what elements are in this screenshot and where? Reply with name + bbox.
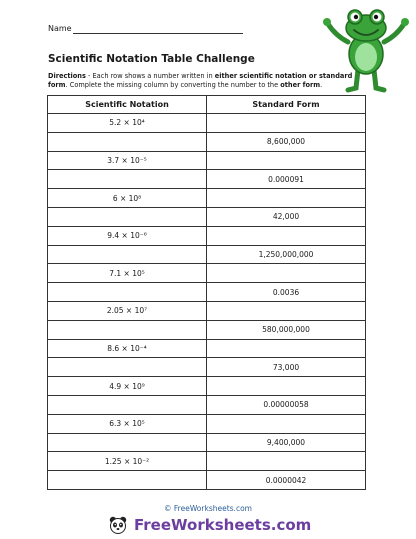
standard-form-cell: 0.000091 [207, 170, 366, 189]
scientific-notation-cell[interactable] [48, 358, 207, 377]
table-row [48, 358, 366, 377]
worksheet-title: Scientific Notation Table Challenge [48, 53, 255, 65]
directions-bold2: other form [280, 81, 321, 89]
table-row [48, 339, 366, 358]
header-standard-form: Standard Form [207, 96, 366, 114]
table-header-row [48, 96, 366, 114]
table-body [48, 114, 366, 490]
table-row [48, 132, 366, 151]
table-row [48, 414, 366, 433]
standard-form-cell: 0.00000058 [207, 395, 366, 414]
scientific-notation-cell[interactable] [48, 132, 207, 151]
scientific-notation-cell[interactable] [48, 433, 207, 452]
scientific-notation-cell[interactable] [48, 320, 207, 339]
directions-part3: . [320, 81, 323, 89]
directions-part2: . Complete the missing column by converting the number to the [65, 81, 281, 89]
panda-logo-icon [108, 515, 128, 535]
footer-brand-text: FreeWorksheets.com [134, 516, 312, 534]
table-row [48, 207, 366, 226]
standard-form-cell[interactable] [207, 377, 366, 396]
table-row [48, 320, 366, 339]
table-row [48, 471, 366, 490]
scientific-notation-cell[interactable] [48, 170, 207, 189]
scientific-notation-cell: 3.7 × 10⁻⁵ [48, 151, 207, 170]
scientific-notation-cell: 1.25 × 10⁻² [48, 452, 207, 471]
scientific-notation-cell: 4.9 × 10⁹ [48, 377, 207, 396]
table-row [48, 170, 366, 189]
scientific-notation-cell: 8.6 × 10⁻⁴ [48, 339, 207, 358]
scientific-notation-cell[interactable] [48, 245, 207, 264]
standard-form-cell[interactable] [207, 264, 366, 283]
standard-form-cell: 73,000 [207, 358, 366, 377]
conversion-table [47, 95, 366, 490]
table-row [48, 226, 366, 245]
name-field [48, 24, 72, 33]
directions-text [48, 72, 370, 90]
standard-form-cell[interactable] [207, 114, 366, 133]
table-row [48, 377, 366, 396]
directions-bold1: either scientific notation or standard form [48, 72, 353, 89]
standard-form-cell[interactable] [207, 151, 366, 170]
standard-form-cell[interactable] [207, 452, 366, 471]
table-row [48, 301, 366, 320]
standard-form-cell[interactable] [207, 189, 366, 208]
table-row [48, 151, 366, 170]
scientific-notation-cell[interactable] [48, 283, 207, 302]
scientific-notation-cell[interactable] [48, 207, 207, 226]
table-row [48, 433, 366, 452]
table-row [48, 189, 366, 208]
name-label: Name [48, 24, 72, 33]
standard-form-cell[interactable] [207, 301, 366, 320]
scientific-notation-cell[interactable] [48, 471, 207, 490]
scientific-notation-cell: 9.4 × 10⁻⁶ [48, 226, 207, 245]
standard-form-cell: 0.0036 [207, 283, 366, 302]
scientific-notation-cell: 6 × 10⁸ [48, 189, 207, 208]
scientific-notation-cell: 7.1 × 10⁵ [48, 264, 207, 283]
footer-brand [108, 514, 311, 536]
directions-part1: - Each row shows a number written in [85, 72, 215, 80]
directions-lead: Directions [48, 72, 86, 80]
standard-form-cell: 8,600,000 [207, 132, 366, 151]
header-scientific-notation: Scientific Notation [48, 96, 207, 114]
standard-form-cell[interactable] [207, 339, 366, 358]
standard-form-cell: 0.0000042 [207, 471, 366, 490]
standard-form-cell: 9,400,000 [207, 433, 366, 452]
scientific-notation-cell[interactable] [48, 395, 207, 414]
table-row [48, 245, 366, 264]
standard-form-cell[interactable] [207, 226, 366, 245]
standard-form-cell: 42,000 [207, 207, 366, 226]
table-row [48, 264, 366, 283]
table-row [48, 395, 366, 414]
scientific-notation-cell: 6.3 × 10⁵ [48, 414, 207, 433]
scientific-notation-cell: 5.2 × 10⁴ [48, 114, 207, 133]
table-row [48, 283, 366, 302]
table-row [48, 452, 366, 471]
standard-form-cell: 580,000,000 [207, 320, 366, 339]
standard-form-cell: 1,250,000,000 [207, 245, 366, 264]
footer-copyright: © FreeWorksheets.com [164, 504, 252, 513]
scientific-notation-cell: 2.05 × 10⁷ [48, 301, 207, 320]
table-row [48, 114, 366, 133]
standard-form-cell[interactable] [207, 414, 366, 433]
name-line [73, 33, 243, 34]
